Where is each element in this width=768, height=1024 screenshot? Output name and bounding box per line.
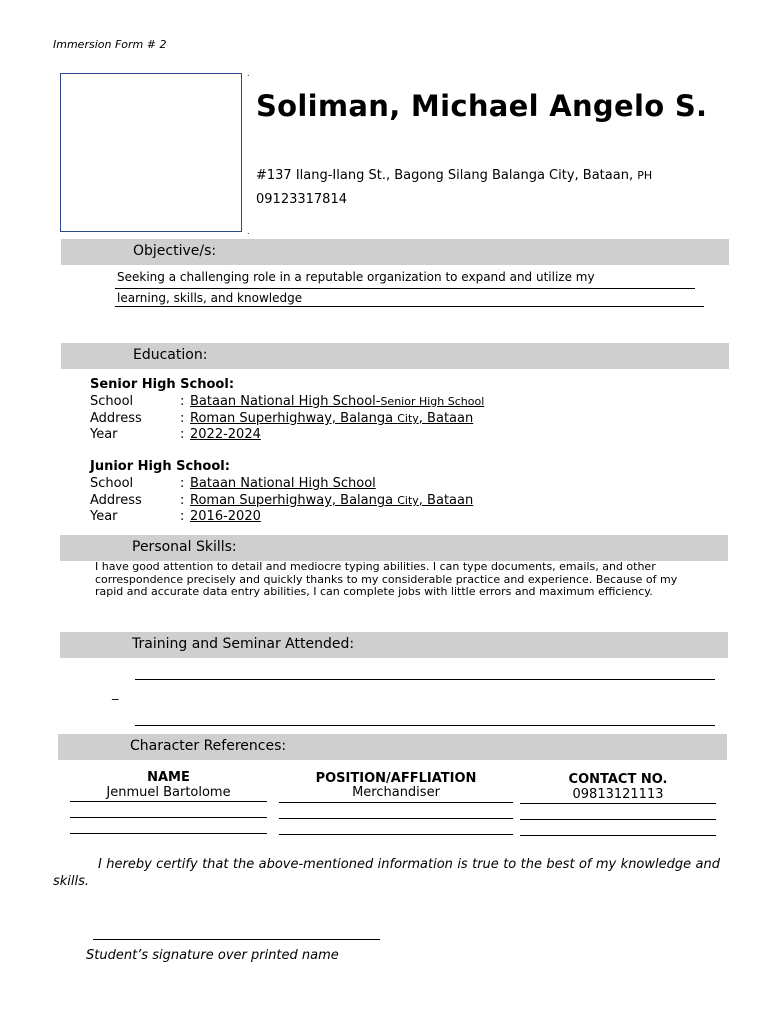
signature-line [93, 939, 380, 940]
section-title-education: Education: [133, 347, 208, 363]
objective-line-2: learning, skills, and knowledge [117, 291, 303, 305]
ref-cell-contact: 09813121113 [572, 787, 664, 802]
ref-line [520, 835, 716, 836]
junior-address-row: Address : Roman Superhighway, Balanga City, Bataan [90, 493, 474, 508]
section-bar-skills [60, 535, 728, 561]
ref-line [279, 818, 513, 819]
address-main: #137 Ilang-Ilang St., Bagong Silang Balanga City, Bataan, [256, 168, 634, 183]
ref-cell-name: Jenmuel Bartolome [106, 785, 231, 800]
ref-header-name: NAME [147, 770, 190, 785]
section-bar-education [61, 343, 729, 369]
ref-line [70, 833, 267, 834]
skills-text: I have good attention to detail and mediocre typing abilities. I can type documents, emails, and other correspondence precisely and quickly thanks to my considerable practice and experience. Because of my rapid and accurate data entry abilities, I can complete jobs with little errors and maximum efficiency. [95, 560, 678, 598]
ref-line [520, 803, 716, 804]
training-line-2 [135, 725, 715, 726]
objective-underline-2 [115, 306, 704, 307]
section-bar-objective [61, 239, 729, 265]
junior-year-row: Year : 2016-2020 [90, 509, 261, 524]
ref-cell-position: Merchandiser [352, 785, 440, 800]
certification-statement: I hereby certify that the above-mentioned information is true to the best of my knowledge and skills. [53, 857, 720, 889]
applicant-name: Soliman, Michael Angelo S. [256, 89, 708, 123]
section-title-training: Training and Seminar Attended: [132, 636, 355, 652]
section-title-objective: Objective/s: [133, 243, 217, 259]
senior-school-row: School : Bataan National High School-Senior High School [90, 394, 485, 409]
section-title-skills: Personal Skills: [132, 539, 237, 555]
senior-high-heading: Senior High School: [90, 377, 235, 392]
section-title-references: Character References: [130, 738, 287, 754]
applicant-phone: 09123317814 [256, 192, 347, 207]
senior-year-row: Year : 2022-2024 [90, 427, 261, 442]
form-number: Immersion Form # 2 [53, 38, 167, 51]
applicant-address [256, 168, 652, 183]
signature-label: Student’s signature over printed name [86, 948, 339, 963]
training-dash: _ [112, 686, 119, 701]
ref-line [520, 819, 716, 820]
ref-line [70, 801, 267, 802]
decorative-dot: . [247, 69, 250, 78]
ref-line [70, 817, 267, 818]
section-bar-training [60, 632, 728, 658]
ref-line [279, 802, 513, 803]
section-bar-references [58, 734, 727, 760]
objective-underline-1 [115, 288, 695, 289]
objective-line-1: Seeking a challenging role in a reputable organization to expand and utilize my [117, 270, 595, 284]
junior-school-row: School : Bataan National High School [90, 476, 376, 491]
senior-address-row: Address : Roman Superhighway, Balanga City, Bataan [90, 411, 474, 426]
training-line-1 [135, 679, 715, 680]
decorative-dot: . [247, 227, 250, 236]
address-country: PH [637, 169, 653, 182]
ref-line [279, 834, 513, 835]
photo-placeholder [60, 73, 242, 232]
junior-high-heading: Junior High School: [90, 459, 230, 474]
ref-header-position: POSITION/AFFLIATION [315, 771, 477, 786]
ref-header-contact: CONTACT NO. [568, 772, 668, 787]
